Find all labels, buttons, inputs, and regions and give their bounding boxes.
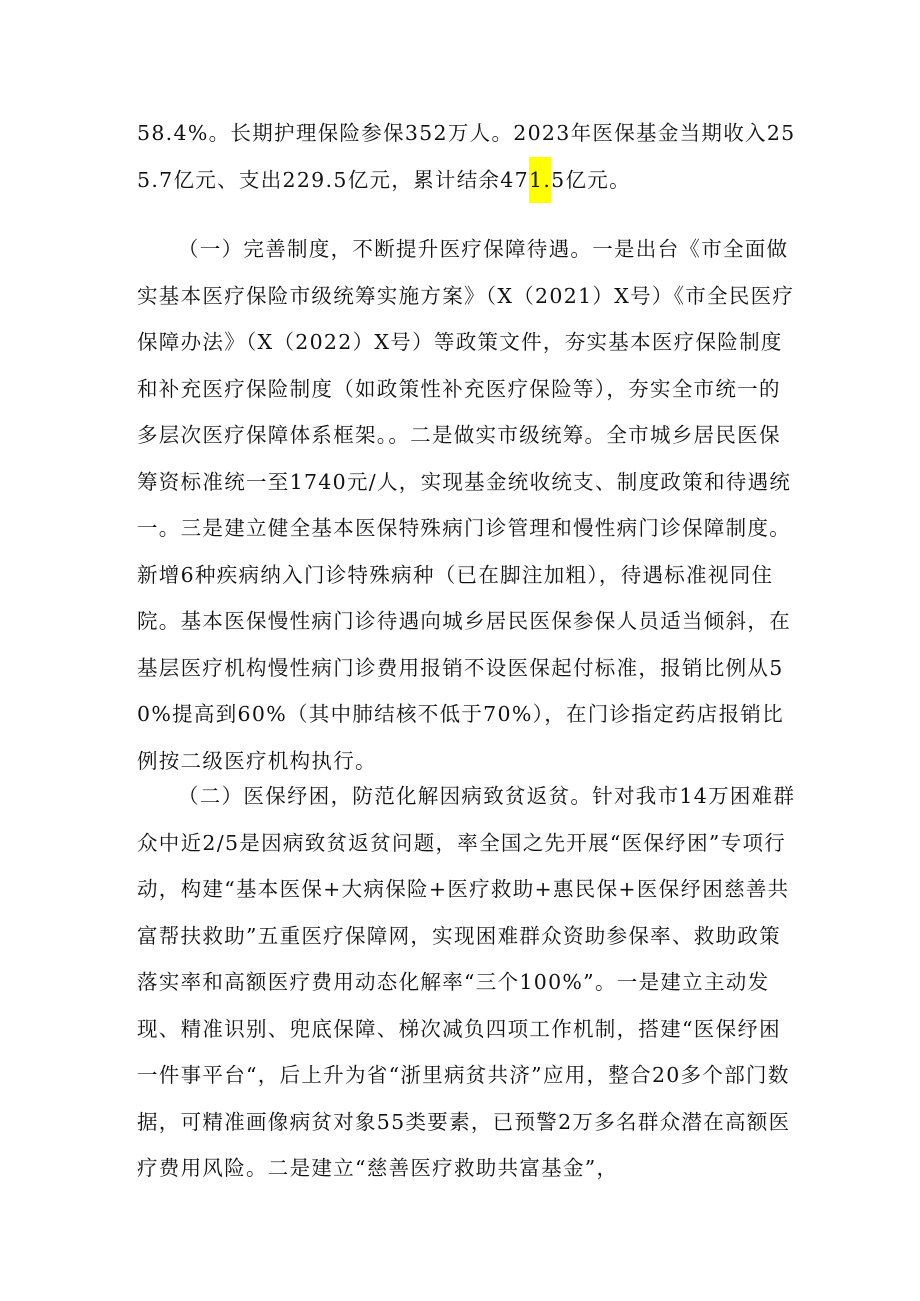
text-segment: 5亿元。	[551, 167, 631, 192]
highlighted-text: 1.	[529, 157, 551, 203]
paragraph-section-two: （二）医保纾困，防范化解因病致贫返贫。针对我市14万困难群众中近2/5是因病致贫返贫问题，率全国之先开展“医保纾困”专项行动，构建“基本医保+大病保险+医疗救助+惠民保+医保纾困慈善共富帮扶救助”五重医疗保障网，实现困难群众资助参保率、救助政策落实率和高额医疗费用动态化解率“三个100%”。一是建立主动发现、精准识别、兜底保障、梯次减负四项工作机制，搭建“医保纾困一件事平台“，后上升为省“浙里病贫共济”应用，整合20多个部门数据，可精准画像病贫对象55类要素，已预警2万多名群众潜在高额医疗费用风险。二是建立“慈善医疗救助共富基金”，	[137, 784, 796, 1180]
paragraph-section-one: （一）完善制度，不断提升医疗保障待遇。一是出台《市全面做实基本医疗保险市级统筹实施方案》（X（2021）X号）《市全民医疗保障办法》（X（2022）X号）等政策文件，夯实基本医疗保险制度和补充医疗保险制度（如政策性补充医疗保险等），夯实全市统一的多层次医疗保障体系框架。。二是做实市级统筹。全市城乡居民医保筹资标准统一至1740元/人，实现基金统收统支、制度政策和待遇统一。三是建立健全基本医保特殊病门诊管理和慢性病门诊保障制度。新增6种疾病纳入门诊特殊病种（已在脚注加粗），待遇标准视同住院。基本医保慢性病门诊待遇向城乡居民医保参保人员适当倾斜，在基层医疗机构慢性病门诊费用报销不设医保起付标准，报销比例从50%提高到60%（其中肺结核不低于70%），在门诊指定药店报销比例按二级医疗机构执行。	[137, 237, 795, 773]
text-segment: 58.4%。长期护理保险参保352万人。2023年医保基金当期收入255.7亿元、支出229.5亿元，累计结余47	[137, 121, 796, 192]
paragraph-intro-stats	[137, 110, 797, 203]
